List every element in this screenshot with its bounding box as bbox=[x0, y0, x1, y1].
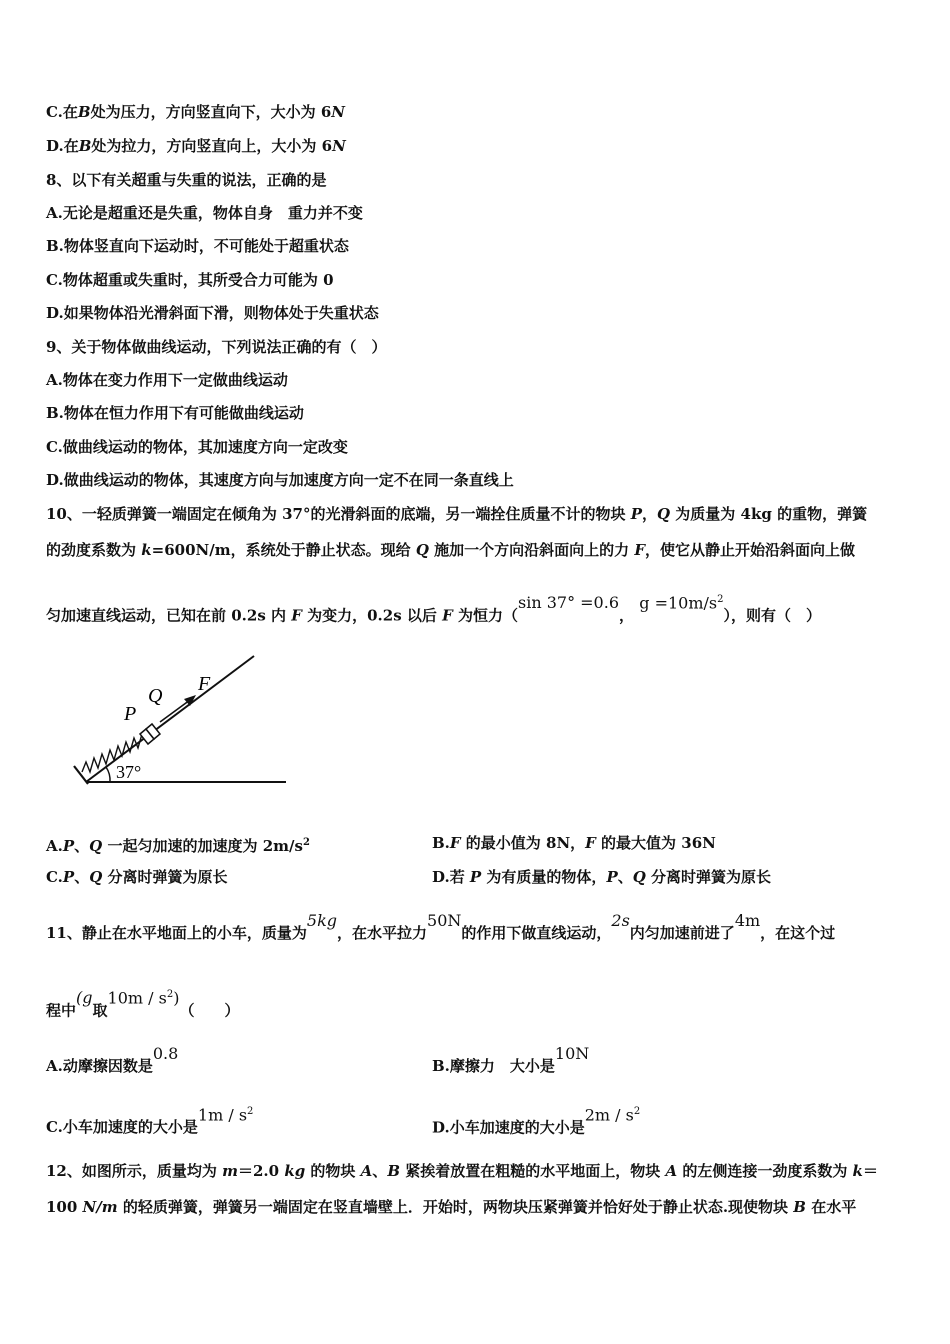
force-arrow-line bbox=[160, 700, 190, 722]
q10-stem-line1: 10、一轻质弹簧一端固定在倾角为 37°的光滑斜面的底端，另一端拴住质量不计的物块 P，Q 为质量为 4kg 的重物，弹簧 bbox=[46, 505, 868, 523]
label-p: P bbox=[124, 703, 137, 725]
q8-option-d: D.如果物体沿光滑斜面下滑，则物体处于失重状态 bbox=[46, 304, 379, 322]
q11-option-b: B.摩擦力 大小是10N bbox=[432, 1044, 590, 1075]
q10-stem-line3: 匀加速直线运动，已知在前 0.2s 内 F 为变力，0.2s 以后 F 为恒力（sin 37° =0.6， $g =10m/s^2$），则有（ ） bbox=[46, 602, 821, 625]
q10-option-d: D.若 P 为有质量的物体，P、Q 分离时弹簧为原长 bbox=[432, 868, 772, 886]
q8-option-c: C.物体超重或失重时，其所受合力可能为 0 bbox=[46, 271, 334, 289]
q7-option-d: D.在B处为拉力，方向竖直向上，大小为 6N bbox=[46, 137, 346, 155]
q11-option-c: C.小车加速度的大小是$1m / s^2$ bbox=[46, 1105, 254, 1137]
q9-option-d: D.做曲线运动的物体，其速度方向与加速度方向一定不在同一条直线上 bbox=[46, 471, 514, 489]
sin37-formula: sin 37° =0.6 bbox=[517, 593, 619, 613]
q8-stem: 8、以下有关超重与失重的说法，正确的是 bbox=[46, 171, 327, 189]
q9-option-a: A.物体在变力作用下一定做曲线运动 bbox=[46, 371, 288, 389]
q11-options-row1 bbox=[46, 1044, 906, 1076]
incline-surface bbox=[86, 656, 254, 782]
q11-stem-line1: 11、静止在水平地面上的小车，质量为5kg，在水平拉力50N的作用下做直线运动，2s内匀加速前进了4m，在这个过 bbox=[46, 911, 836, 942]
q11-options-row2 bbox=[46, 1105, 906, 1137]
fixed-wall bbox=[74, 766, 88, 784]
q10-option-b: B.F 的最小值为 8N，F 的最大值为 36N bbox=[432, 834, 716, 852]
q10-stem-line2: 的劲度系数为 k=600N/m，系统处于静止状态。现给 Q 施加一个方向沿斜面向上的力 F，使它从静止开始沿斜面向上做 bbox=[46, 541, 856, 559]
q7-option-c: C.在B处为压力，方向竖直向下，大小为 6N bbox=[46, 103, 345, 121]
q8-option-a: A.无论是超重还是失重，物体自身 重力并不变 bbox=[46, 204, 363, 222]
q10-option-c: C.P、Q 分离时弹簧为原长 bbox=[46, 868, 228, 886]
incline-figure bbox=[66, 650, 296, 790]
g-formula: $g =10m/s^2$ bbox=[639, 593, 724, 613]
q11-stem-line2: 程中(g取$10m / s^2$)（ ） bbox=[46, 988, 240, 1020]
q9-option-b: B.物体在恒力作用下有可能做曲线运动 bbox=[46, 404, 304, 422]
label-f: F bbox=[198, 673, 211, 695]
q10-option-a: A.P、Q 一起匀加速的加速度为 $2m/s^2$ bbox=[46, 837, 310, 855]
q11-option-d: D.小车加速度的大小是$2m / s^2$ bbox=[432, 1105, 641, 1137]
q10-options-row1 bbox=[46, 833, 906, 856]
label-angle: 37° bbox=[116, 762, 142, 782]
q9-option-c: C.做曲线运动的物体，其加速度方向一定改变 bbox=[46, 438, 348, 456]
q10-options-row2 bbox=[46, 867, 906, 887]
label-q: Q bbox=[148, 685, 163, 707]
q12-stem-line1: 12、如图所示，质量均为 m＝2.0 kg 的物块 A、B 紧挨着放置在粗糙的水平地面上，物块 A 的左侧连接一劲度系数为 k＝ bbox=[46, 1162, 878, 1180]
angle-arc bbox=[106, 767, 110, 782]
q11-option-a: A.动摩擦因数是0.8 bbox=[46, 1044, 179, 1075]
q8-option-b: B.物体竖直向下运动时，不可能处于超重状态 bbox=[46, 237, 349, 255]
q9-stem: 9、关于物体做曲线运动，下列说法正确的有（ ） bbox=[46, 338, 387, 356]
q12-stem-line2: 100 N/m 的轻质弹簧，弹簧另一端固定在竖直墙壁上．开始时，两物块压紧弹簧并恰好处于静止状态.现使物块 B 在水平 bbox=[46, 1198, 857, 1216]
